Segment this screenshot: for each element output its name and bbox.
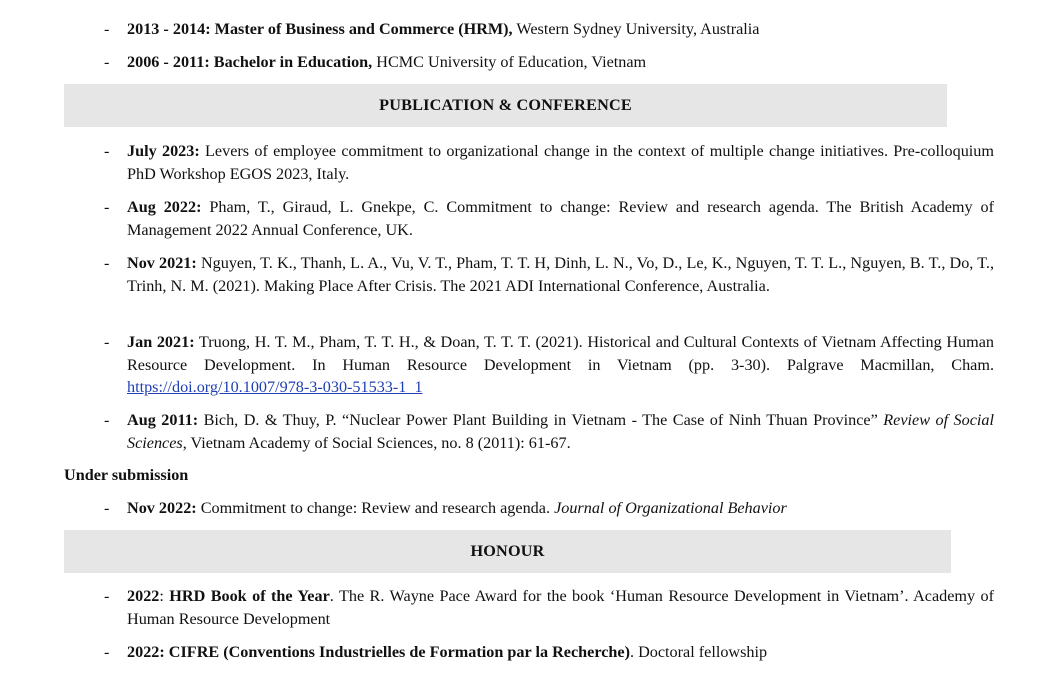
publication-date: July 2023: bbox=[127, 142, 200, 160]
list-dash: - bbox=[104, 142, 110, 160]
education-institution: HCMC University of Education, Vietnam bbox=[372, 53, 647, 71]
publication-text bbox=[127, 140, 994, 185]
publication-date: Aug 2011: bbox=[127, 411, 199, 429]
publication-rest: , Vietnam Academy of Social Sciences, no. 8 (2011): 61-67. bbox=[182, 433, 571, 452]
publication-text bbox=[127, 409, 994, 454]
publication-body: Levers of employee commitment to organizational change in the context of multiple change initiatives. Pre-colloquium PhD Workshop EGOS 2023, Italy. bbox=[127, 142, 994, 183]
education-text bbox=[127, 18, 994, 41]
honour-text bbox=[127, 641, 994, 664]
submission-text bbox=[127, 497, 994, 520]
list-dash: - bbox=[104, 587, 110, 605]
honour-text bbox=[127, 585, 994, 630]
publication-text bbox=[127, 331, 994, 399]
submission-body: Commitment to change: Review and research agenda. bbox=[196, 499, 555, 517]
education-year: 2006 - 2011: bbox=[127, 53, 210, 71]
publication-date: Aug 2022: bbox=[127, 198, 202, 216]
list-dash: - bbox=[104, 499, 110, 517]
section-header-publication: PUBLICATION & CONFERENCE bbox=[64, 84, 947, 127]
education-degree: Bachelor in Education, bbox=[213, 53, 373, 71]
under-submission-heading: Under submission bbox=[64, 466, 189, 484]
publication-date: Jan 2021: bbox=[127, 333, 195, 351]
publication-body: Truong, H. T. M., Pham, T. T. H., & Doan, T. T. T. (2021). Historical and Cultural Contexts of Vietnam Affecting Human Resource Development. In Human Resource Development in Vietnam (pp. 3-30). Palgrave Macmillan, Cham. bbox=[127, 333, 994, 374]
publication-text bbox=[127, 252, 994, 297]
publication-journal: Review of Social Sciences bbox=[127, 411, 994, 452]
publication-text bbox=[127, 196, 994, 241]
publication-date: Nov 2021: bbox=[127, 254, 197, 272]
list-dash: - bbox=[104, 333, 110, 351]
education-degree: Master of Business and Commerce (HRM), bbox=[214, 20, 513, 38]
education-text bbox=[127, 51, 994, 74]
honour-title: 2022: CIFRE (Conventions Industrielles de Formation par la Recherche) bbox=[127, 643, 630, 661]
list-dash: - bbox=[104, 53, 110, 71]
honour-year: 2022 bbox=[127, 587, 160, 605]
publication-body: Nguyen, T. K., Thanh, L. A., Vu, V. T., Pham, T. T. H, Dinh, L. N., Vo, D., Le, K., Nguyen, T. T. L., Nguyen, B. T., Do, T., Trinh, N. M. (2021). Making Place After Crisis. The 2021 ADI International Conference, Australia. bbox=[127, 254, 994, 295]
education-institution: Western Sydney University, Australia bbox=[512, 20, 760, 38]
list-dash: - bbox=[104, 254, 110, 272]
honour-title: HRD Book of the Year bbox=[169, 587, 330, 605]
list-dash: - bbox=[104, 643, 110, 661]
list-dash: - bbox=[104, 411, 110, 429]
section-header-honour: HONOUR bbox=[64, 530, 951, 573]
submission-date: Nov 2022: bbox=[127, 499, 197, 517]
honour-body: . Doctoral fellowship bbox=[630, 643, 768, 661]
publication-body: Pham, T., Giraud, L. Gnekpe, C. Commitment to change: Review and research agenda. The British Academy of Management 2022 Annual Conference, UK. bbox=[127, 198, 994, 239]
list-dash: - bbox=[104, 198, 110, 216]
list-dash: - bbox=[104, 20, 110, 38]
education-year: 2013 - 2014: bbox=[127, 20, 211, 38]
doi-link[interactable]: https://doi.org/10.1007/978-3-030-51533-1_1 bbox=[127, 378, 423, 396]
honour-separator: : bbox=[159, 587, 170, 605]
submission-journal: Journal of Organizational Behavior bbox=[554, 499, 787, 517]
honour-body: . The R. Wayne Pace Award for the book ‘Human Resource Development in Vietnam’. Academy of Human Resource Development bbox=[127, 587, 995, 628]
publication-body: Bich, D. & Thuy, P. “Nuclear Power Plant Building in Vietnam - The Case of Ninh Thuan Province” bbox=[198, 411, 878, 429]
